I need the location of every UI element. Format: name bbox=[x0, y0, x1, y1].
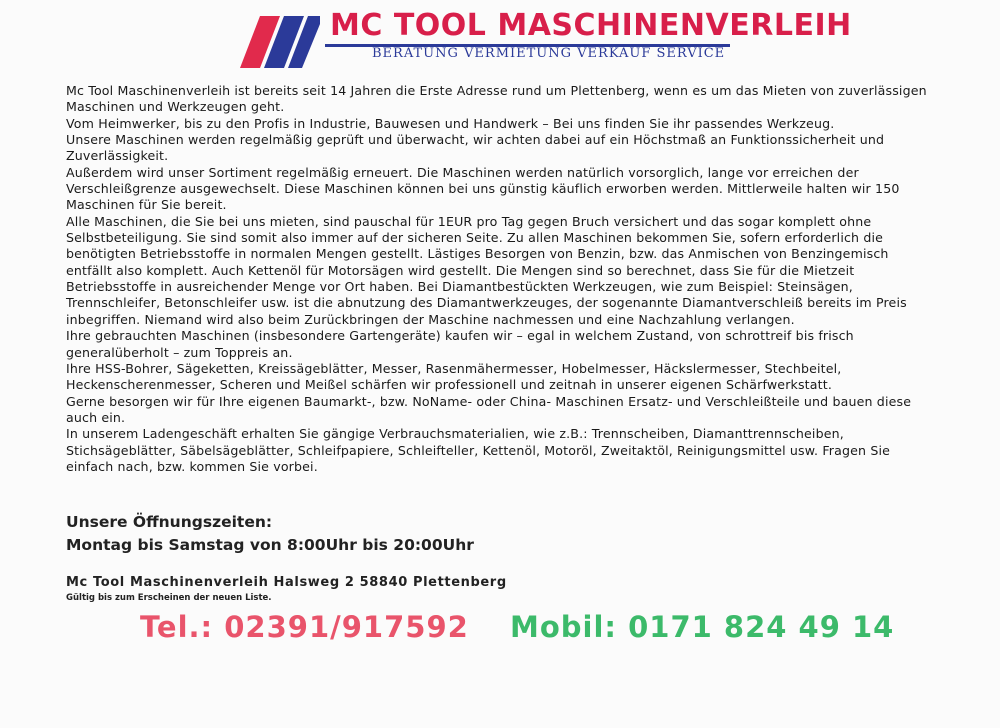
paragraph-audience: Vom Heimwerker, bis zu den Profis in Industrie, Bauwesen und Handwerk – Bei uns finden Sie ihr passendes Werkzeug. bbox=[66, 115, 835, 131]
paragraph-assortment: Außerdem wird unser Sortiment regelmäßig erneuert. Die Maschinen werden natürlich vorsorglich, lange vor erreichen der Verschleißgrenze ausgewechselt. Diese Maschinen können bei uns günstig käuflich erworben werden. Mittlerweile halten wir 150 Maschinen für Sie bereit. bbox=[66, 164, 900, 213]
paragraph-intro: Mc Tool Maschinenverleih ist bereits seit 14 Jahren die Erste Adresse rund um Plettenberg, wenn es um das Mieten von zuverlässigen Maschinen und Werkzeugen geht. bbox=[66, 83, 927, 115]
opening-hours-heading: Unsere Öffnungszeiten: bbox=[66, 513, 273, 531]
company-subtitle: BERATUNG VERMIETUNG VERKAUF SERVICE bbox=[372, 46, 726, 61]
paragraph-shop: In unserem Ladengeschäft erhalten Sie gängige Verbrauchsmaterialien, wie z.B.: Trennscheiben, Diamanttrennscheiben, Stichsägeblätter, Säbelsägeblätter, Schleifpapiere, Schleifteller, Kettenöl, Motoröl, Zweitaktöl, Reinigungsmittel usw. Fragen Sie einfach nach, bzw. kommen Sie vorbei. bbox=[66, 426, 891, 474]
paragraph-insurance: Alle Maschinen, die Sie bei uns mieten, sind pauschal für 1EUR pro Tag gegen Bruch versichert und das sogar komplett ohne Selbstbeteiligung. Sie sind somit also immer auf der sicheren Seite. Zu allen Maschinen bekommen Sie, sofern erforderlich die benötigten Betriebsstoffe in normalen Mengen gestellt. Lästiges Besorgen von Benzin, bzw. das Anmischen von Benzingemisch entfällt also komplett. Auch Kettenöl für Motorsägen wird gestellt. Die Mengen sind so berechnet, dass Sie für die Mietzeit Betriebsstoffe in ausreichender Menge vor Ort haben. Bei Diamantbestückten Werkzeugen, wie zum Beispiel: Steinsägen, Trennschleifer, Betonschleifer usw. ist die abnutzung des Diamantwerkzeuges, der sogenannte Diamantverschleiß bereits im Preis inbegriffen. Niemand wird also beim Zurückbringen der Maschine nachmessen und eine Nachzahlung verlangen. bbox=[66, 213, 907, 327]
company-address: Mc Tool Maschinenverleih Halsweg 2 58840 Plettenberg bbox=[66, 575, 507, 590]
description-text bbox=[66, 83, 936, 475]
telephone-number: Tel.: 02391/917592 bbox=[140, 610, 469, 644]
paragraph-quality: Unsere Maschinen werden regelmäßig geprüft und überwacht, wir achten dabei auf ein Höchstmaß an Funktionssicherheit und Zuverlässigkeit. bbox=[66, 132, 885, 164]
logo-stripes-icon bbox=[240, 10, 320, 68]
paragraph-spare-parts: Gerne besorgen wir für Ihre eigenen Baumarkt-, bzw. NoName- oder China- Maschinen Ersatz- und Verschleißteile und bauen diese auch ein. bbox=[66, 393, 912, 425]
paragraph-buyback: Ihre gebrauchten Maschinen (insbesondere Gartengeräte) kaufen wir – egal in welchem Zustand, von schrottreif bis frisch generalüberholt – zum Toppreis an. bbox=[66, 328, 854, 360]
opening-hours-times: Montag bis Samstag von 8:00Uhr bis 20:00Uhr bbox=[66, 536, 474, 554]
paragraph-sharpening: Ihre HSS-Bohrer, Sägeketten, Kreissägeblätter, Messer, Rasenmähermesser, Hobelmesser, Häckslermesser, Stechbeitel, Heckenscherenmesser, Scheren und Meißel schärfen wir professionell und zeitnah in unserer eigenen Schärfwerkstatt. bbox=[66, 360, 842, 393]
company-title: MC TOOL MASCHINENVERLEIH bbox=[330, 8, 852, 43]
mobile-number: Mobil: 0171 824 49 14 bbox=[510, 610, 895, 644]
opening-hours bbox=[66, 511, 474, 557]
validity-note: Gültig bis zum Erscheinen der neuen Liste. bbox=[66, 593, 272, 603]
